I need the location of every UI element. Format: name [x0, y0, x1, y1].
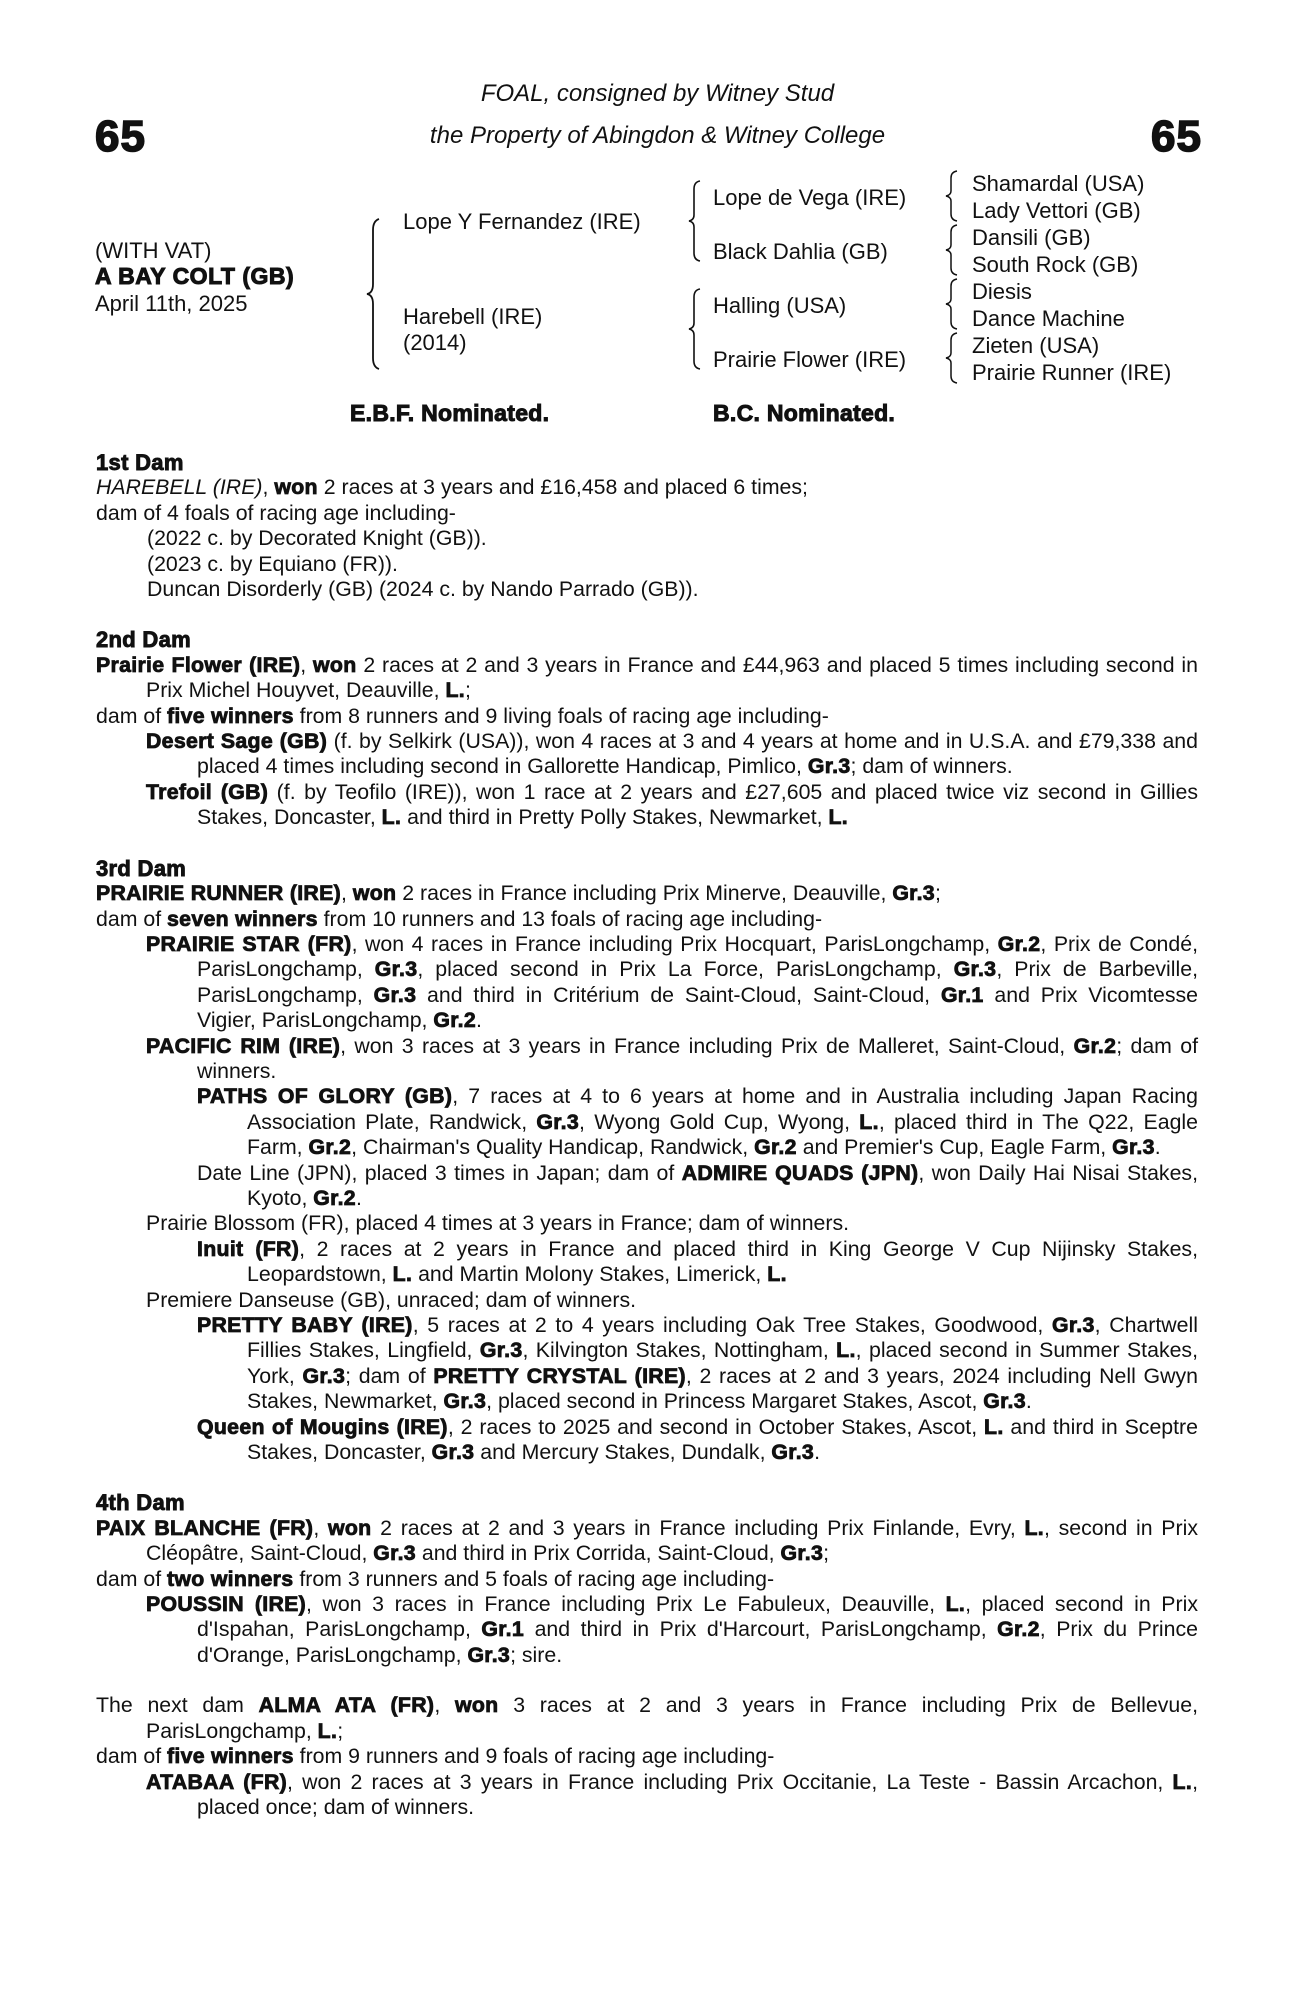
g3-ancestor: South Rock (GB)	[972, 252, 1139, 277]
bold-text: Gr.2	[997, 1617, 1040, 1642]
dam-dam-name: Prairie Flower (IRE)	[713, 347, 907, 372]
text-run: (f. by Teofilo (IRE)), won 1 race at 2 years and £27,605 and placed twice viz second in Gillies Stakes, Doncaster,	[197, 779, 1198, 830]
pedigree-brace-g3-1	[945, 170, 959, 222]
bold-text: Gr.3	[771, 1440, 815, 1465]
g3-ancestor: Diesis	[972, 279, 1032, 304]
bold-text: Gr.1	[940, 982, 984, 1007]
bold-text: Gr.3	[373, 1541, 416, 1566]
lot-number-left: 65	[95, 112, 146, 161]
ebf-nominated: E.B.F. Nominated.	[350, 400, 550, 426]
pedigree-brace-dam	[688, 288, 702, 370]
bold-text: Gr.3	[302, 1363, 346, 1388]
text-run: ,	[313, 1515, 328, 1540]
bold-text: won	[327, 1515, 372, 1540]
record-entry	[96, 501, 1198, 526]
text-run: and third in Critérium de Saint-Cloud, Saint-Cloud,	[416, 982, 941, 1007]
bc-nominated: B.C. Nominated.	[713, 400, 896, 426]
text-run: ; sire.	[510, 1642, 563, 1667]
text-run: 2 races at 2 and 3 years in France including Prix Finlande, Evry,	[371, 1515, 1025, 1540]
g3-ancestor: Zieten (USA)	[972, 333, 1100, 358]
sire-dam-name: Black Dahlia (GB)	[713, 239, 888, 264]
record-entry	[96, 475, 1198, 500]
text-run: .	[476, 1008, 482, 1033]
bold-text: Gr.3	[467, 1642, 511, 1667]
record-entry	[96, 729, 1198, 780]
bold-text: Gr.3	[373, 982, 417, 1007]
bold-text: Gr.3	[892, 881, 935, 906]
bold-text: Gr.1	[481, 1617, 525, 1642]
text-run: ;	[464, 678, 471, 703]
bold-text: POUSSIN (IRE)	[146, 1592, 307, 1617]
text-run: and third in Prix d'Harcourt, ParisLongchamp,	[524, 1617, 998, 1642]
text-run: ,	[341, 881, 353, 906]
text-run: , won 2 races at 3 years in France including Prix Occitanie, La Teste - Bassin Arcachon,	[287, 1769, 1173, 1794]
text-run: from 3 runners and 5 foals of racing age including-	[293, 1566, 775, 1591]
text-run: , 2 races to 2025 and second in October Stakes, Ascot,	[447, 1414, 985, 1439]
g3-ancestor: Prairie Runner (IRE)	[972, 360, 1172, 385]
text-run: dam of	[96, 1744, 168, 1769]
text-run: (2023 c. by Equiano (FR)).	[147, 551, 398, 576]
dam-sire-name: Halling (USA)	[713, 293, 847, 318]
text-run: , Prix de Barbeville, ParisLongchamp,	[197, 957, 1199, 1007]
record-entry	[96, 1211, 1198, 1236]
text-run: dam of	[96, 703, 168, 728]
bold-text: Gr.3	[807, 754, 851, 779]
bold-text: won	[454, 1693, 499, 1718]
record-entry	[96, 526, 1198, 551]
text-run: .	[814, 1440, 820, 1465]
pedigree-brace-g3-2	[945, 224, 959, 276]
bold-text: PRAIRIE STAR (FR)	[146, 931, 352, 956]
bold-text: Gr.2	[308, 1135, 352, 1160]
section-heading: 1st Dam	[96, 450, 184, 475]
text-run: , Wyong Gold Cup, Wyong,	[579, 1109, 860, 1134]
section-heading: 4th Dam	[96, 1490, 185, 1516]
record-entry	[96, 552, 1198, 577]
bold-text: Gr.3	[431, 1440, 475, 1465]
text-run: Duncan Disorderly (GB) (2024 c. by Nando Parrado (GB)).	[147, 577, 699, 602]
text-run: ,	[300, 652, 314, 677]
bold-text: two winners	[167, 1566, 294, 1591]
bold-text: five winners	[167, 1744, 294, 1769]
bold-text: L.	[767, 1262, 787, 1287]
text-run: and third in Sceptre Stakes, Doncaster,	[247, 1414, 1198, 1465]
record-entry	[96, 1313, 1198, 1415]
text-run: Prairie Blossom (FR), placed 4 times at 3 years in France; dam of winners.	[146, 1211, 850, 1236]
text-run: , won 4 races in France including Prix Hocquart, ParisLongchamp,	[351, 931, 998, 956]
bold-text: five winners	[167, 703, 294, 728]
g3-ancestor: Shamardal (USA)	[972, 171, 1145, 196]
text-run: 2 races at 2 and 3 years in France and £44,963 and placed 5 times including second in Prix Michel Houyvet, Deauville,	[146, 652, 1198, 703]
text-run: , placed second in Prix d'Ispahan, ParisLongchamp,	[197, 1592, 1198, 1642]
text-run: .	[1025, 1389, 1032, 1414]
bold-text: L.	[1172, 1769, 1193, 1794]
dam-section	[96, 450, 1198, 602]
consignor-line: FOAL, consigned by Witney Stud	[480, 80, 835, 107]
bold-text: Gr.3	[1052, 1313, 1095, 1337]
text-run: , won 3 races in France including Prix Le Fabuleux, Deauville,	[306, 1592, 946, 1617]
text-run: .	[355, 1185, 362, 1210]
text-run: , Prix du Prince d'Orange, ParisLongchamp,	[197, 1617, 1198, 1667]
text-run: (f. by Selkirk (USA)), won 4 races at 3 and 4 years at home and in U.S.A. and £79,338 and placed 4 times including second in Gallorette Handicap, Pimlico,	[197, 729, 1198, 779]
text-run: and Premier's Cup, Eagle Farm,	[796, 1135, 1113, 1160]
lot-number-right: 65	[1151, 112, 1202, 161]
bold-text: Prairie Flower (IRE)	[96, 652, 301, 677]
text-run: .	[1154, 1135, 1161, 1160]
bold-text: Gr.3	[374, 957, 418, 982]
horse-title: A BAY COLT (GB)	[95, 263, 295, 289]
bold-text: seven winners	[167, 906, 318, 931]
produce-record	[96, 450, 1198, 1845]
text-run: and Martin Molony Stakes, Limerick,	[412, 1262, 768, 1287]
bold-text: ALMA ATA (FR)	[258, 1693, 435, 1718]
dam-section	[96, 1490, 1198, 1668]
text-run: ;	[934, 881, 941, 906]
bold-text: Gr.2	[997, 931, 1041, 956]
text-run: and Prix Vicomtesse Vigier, ParisLongchamp,	[197, 982, 1198, 1033]
vat-note: (WITH VAT)	[95, 238, 212, 263]
dam-section	[96, 856, 1198, 1466]
g3-ancestor: Dansili (GB)	[972, 225, 1091, 250]
bold-text: won	[274, 475, 318, 500]
bold-text: L.	[984, 1414, 1004, 1439]
text-run: , Kilvington Stakes, Nottingham,	[522, 1338, 837, 1363]
text-run: 2 races at 3 years and £16,458 and placed 6 times;	[317, 475, 808, 500]
record-entry	[96, 577, 1198, 602]
bold-text: PRETTY BABY (IRE)	[197, 1313, 413, 1337]
text-run: from 10 runners and 13 foals of racing age including-	[317, 906, 823, 931]
bold-text: L.	[859, 1109, 879, 1134]
pedigree-brace-sire	[688, 180, 702, 262]
record-entry	[96, 653, 1198, 704]
text-run: , Chartwell Fillies Stakes, Lingfield,	[247, 1313, 1198, 1363]
record-entry	[96, 907, 1198, 932]
bold-text: Gr.2	[313, 1185, 356, 1210]
bold-text: Inuit (FR)	[197, 1236, 300, 1261]
text-run: from 9 runners and 9 foals of racing age including-	[293, 1744, 775, 1769]
text-run: , Chairman's Quality Handicap, Randwick,	[351, 1135, 755, 1160]
text-run: dam of	[96, 1566, 168, 1591]
bold-text: L.	[836, 1338, 856, 1363]
text-run: 2 races in France including Prix Minerve, Deauville,	[396, 881, 893, 906]
text-run: , 7 races at 4 to 6 years at home and in Australia including Japan Racing Association Plate, Randwick,	[247, 1084, 1198, 1134]
bold-text: won	[313, 652, 357, 677]
bold-text: PRAIRIE RUNNER (IRE)	[96, 881, 342, 906]
record-entry	[96, 1288, 1198, 1313]
record-entry	[96, 1567, 1198, 1592]
record-entry	[96, 1084, 1198, 1160]
text-run: ;	[337, 1718, 344, 1743]
record-entry	[96, 1415, 1198, 1466]
text-run: ; dam of winners.	[197, 1033, 1199, 1083]
section-heading: 3rd Dam	[96, 855, 187, 881]
text-run: ; dam of winners.	[850, 754, 1013, 779]
bold-text: Gr.2	[1073, 1033, 1117, 1058]
text-run: ,	[434, 1693, 455, 1718]
dam-section	[96, 627, 1198, 830]
text-run: , placed second in Prix La Force, ParisLongchamp,	[417, 957, 954, 982]
bold-text: L.	[381, 805, 402, 830]
text-run: Date Line (JPN), placed 3 times in Japan; dam of	[197, 1160, 682, 1185]
property-line: the Property of Abingdon & Witney College	[429, 122, 886, 149]
dam-year: (2014)	[403, 330, 467, 355]
record-entry	[96, 1516, 1198, 1567]
record-entry	[96, 1034, 1198, 1085]
text-run: from 8 runners and 9 living foals of racing age including-	[293, 703, 829, 728]
record-entry	[96, 1237, 1198, 1288]
bold-text: Gr.3	[443, 1389, 487, 1414]
bold-text: L.	[317, 1718, 338, 1743]
text-run: , placed third in The Q22, Eagle Farm,	[247, 1109, 1198, 1160]
record-entry	[96, 881, 1198, 906]
record-entry	[96, 1592, 1198, 1668]
bold-text: L.	[945, 1592, 966, 1617]
bold-text: ATABAA (FR)	[146, 1769, 288, 1794]
bold-text: L.	[1024, 1515, 1044, 1540]
bold-text: Desert Sage (GB)	[146, 729, 328, 754]
bold-text: L.	[828, 805, 849, 830]
text-run: dam of	[96, 906, 168, 931]
text-run: and Mercury Stakes, Dundalk,	[474, 1440, 772, 1465]
italic-text: HAREBELL (IRE)	[96, 475, 263, 500]
text-run: dam of 4 foals of racing age including-	[96, 500, 456, 525]
bold-text: Queen of Mougins (IRE)	[197, 1414, 448, 1439]
text-run: , placed second in Summer Stakes, York,	[247, 1338, 1199, 1388]
bold-text: L.	[445, 678, 465, 703]
bold-text: Gr.2	[433, 1008, 477, 1033]
bold-text: PACIFIC RIM (IRE)	[146, 1033, 341, 1058]
section-heading: 2nd Dam	[96, 627, 192, 653]
bold-text: Gr.3	[536, 1109, 580, 1134]
text-run: , won Daily Hai Nisai Stakes, Kyoto,	[247, 1160, 1198, 1210]
text-run: , won 3 races at 3 years in France including Prix de Malleret, Saint-Cloud,	[340, 1033, 1074, 1058]
sire-name: Lope Y Fernandez (IRE)	[403, 209, 641, 234]
text-run: ,	[262, 475, 275, 500]
record-entry	[96, 1693, 1198, 1744]
text-run: , placed once; dam of winners.	[197, 1769, 1198, 1819]
text-run: , 2 races at 2 and 3 years, 2024 including Nell Gwyn Stakes, Newmarket,	[247, 1363, 1198, 1414]
sire-sire-name: Lope de Vega (IRE)	[713, 185, 907, 210]
text-run: and third in Pretty Polly Stakes, Newmarket,	[401, 805, 829, 830]
text-run: , 2 races at 2 years in France and placed third in King George V Cup Nijinsky Stakes, Leopardstown,	[247, 1236, 1198, 1287]
bold-text: Gr.3	[780, 1541, 824, 1566]
bold-text: PRETTY CRYSTAL (IRE)	[433, 1363, 686, 1388]
record-entry	[96, 932, 1198, 1034]
bold-text: Gr.3	[953, 957, 997, 982]
bold-text: Gr.2	[754, 1135, 797, 1160]
bold-text: Trefoil (GB)	[146, 779, 269, 804]
text-run: 3 races at 2 and 3 years in France including Prix de Bellevue, ParisLongchamp,	[146, 1693, 1198, 1743]
bold-text: Gr.3	[983, 1389, 1026, 1414]
text-run: (2022 c. by Decorated Knight (GB)).	[147, 526, 487, 551]
record-entry	[96, 780, 1198, 831]
pedigree-brace-g3-4	[945, 332, 959, 384]
text-run: ;	[823, 1541, 830, 1566]
text-run: , second in Prix Cléopâtre, Saint-Cloud,	[146, 1515, 1198, 1566]
record-entry	[96, 704, 1198, 729]
g3-ancestor: Dance Machine	[972, 306, 1125, 331]
text-run: ; dam of	[345, 1363, 434, 1388]
bold-text: ADMIRE QUADS (JPN)	[681, 1160, 919, 1185]
text-run: , 5 races at 2 to 4 years including Oak Tree Stakes, Goodwood,	[412, 1313, 1052, 1337]
text-run: , Prix de Condé, ParisLongchamp,	[197, 931, 1198, 982]
bold-text: PATHS OF GLORY (GB)	[197, 1084, 453, 1109]
foaling-date: April 11th, 2025	[95, 291, 248, 316]
g3-ancestor: Lady Vettori (GB)	[972, 198, 1141, 223]
bold-text: Gr.3	[1112, 1135, 1155, 1160]
pedigree-brace-main	[366, 218, 382, 370]
bold-text: Gr.3	[479, 1338, 523, 1363]
dam-name: Harebell (IRE)	[403, 304, 543, 329]
bold-text: PAIX BLANCHE (FR)	[96, 1515, 314, 1540]
text-run: and third in Prix Corrida, Saint-Cloud,	[415, 1541, 781, 1566]
bold-text: won	[352, 881, 397, 906]
record-entry	[96, 1744, 1198, 1769]
record-entry	[96, 1161, 1198, 1212]
text-run: The next dam	[96, 1693, 259, 1718]
record-entry	[96, 1770, 1198, 1821]
pedigree-brace-g3-3	[945, 278, 959, 330]
text-run: , placed second in Princess Margaret Stakes, Ascot,	[486, 1389, 984, 1414]
text-run: Premiere Danseuse (GB), unraced; dam of winners.	[146, 1287, 637, 1312]
bold-text: L.	[392, 1262, 413, 1287]
dam-section	[96, 1693, 1198, 1820]
